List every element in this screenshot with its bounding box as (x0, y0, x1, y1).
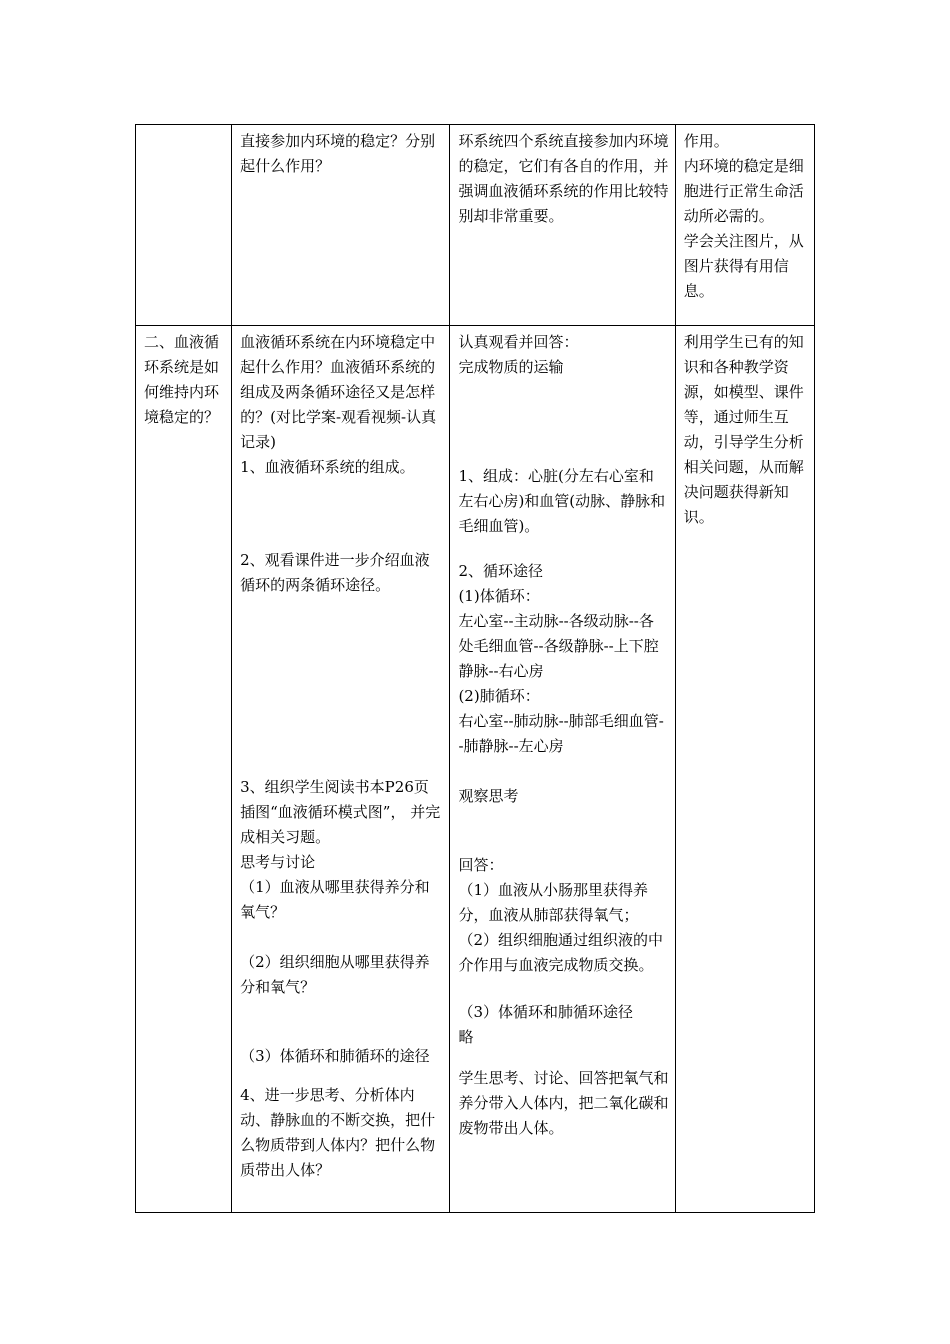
answer-3: （3）体循环和肺循环途径 (458, 1003, 633, 1021)
circulation-path-title: 2、循环途径 (458, 562, 543, 580)
section-heading-cell (136, 326, 232, 1213)
question-3: （3）体循环和肺循环的途径 (240, 1047, 430, 1065)
design-intent-cell (675, 125, 814, 326)
student-activity-text: 环系统四个系统直接参加内环境的稳定，它们有各自的作用，并强调血液循环系统的作用比较特别却非常重要。 (458, 132, 669, 225)
pulmonary-circulation-path: 右心室--肺动脉--肺部毛细血管--肺静脉--左心房 (458, 712, 664, 755)
teacher-item-3: 3、组织学生阅读书本P26页插图“血液循环模式图”， 并完成相关习题。 (240, 778, 441, 846)
section-cell (136, 125, 232, 326)
teacher-item-4: 4、进一步思考、分析体内动、静脉血的不断交换，把什么物质带到人体内？把什么物质带出人体？ (240, 1086, 436, 1179)
systemic-circulation-title: (1)体循环： (458, 587, 540, 605)
teacher-activity-cell (232, 326, 450, 1213)
teacher-intro: 血液循环系统在内环境稳定中起什么作用？血液循环系统的组成及两条循环途径又是怎样的？(对比学案-观看视频-认真记录) (240, 333, 437, 451)
question-2: （2）组织细胞从哪里获得养分和氧气？ (240, 953, 430, 996)
student-activity-cell (450, 326, 675, 1213)
answer-1: （1）血液从小肠那里获得养分，血液从肺部获得氧气； (458, 881, 648, 924)
pulmonary-circulation-title: (2)肺循环： (458, 687, 540, 705)
composition-answer: 1、组成：心脏(分左右心室和左右心房)和血管(动脉、静脉和毛细血管)。 (458, 467, 666, 535)
lesson-plan-table (135, 124, 815, 1213)
systemic-circulation-path: 左心室--主动脉--各级动脉--各处毛细血管--各级静脉--上下腔静脉--右心房 (458, 612, 659, 680)
discussion-label: 思考与讨论 (240, 853, 316, 871)
answer-label: 回答： (458, 856, 504, 874)
answer-3-note: 略 (458, 1028, 474, 1046)
table-row (136, 326, 815, 1213)
teacher-activity-cell (232, 125, 450, 326)
teacher-item-2: 2、观看课件进一步介绍血液循环的两条循环途径。 (240, 551, 430, 594)
student-activity-cell (450, 125, 675, 326)
design-intent-text: 内环境的稳定是细胞进行正常生命活动所必需的。 (683, 157, 804, 225)
student-line-1: 认真观看并回答： (458, 333, 579, 351)
design-intent-text: 利用学生已有的知识和各种教学资源，如模型、课件等，通过师生互动，引导学生分析相关问题，从而解决问题获得新知识。 (683, 333, 804, 526)
table-row (136, 125, 815, 326)
answer-4: 学生思考、讨论、回答把氧气和养分带入人体内，把二氧化碳和废物带出人体。 (458, 1069, 669, 1137)
observe-think: 观察思考 (458, 787, 519, 805)
student-line-2: 完成物质的运输 (458, 358, 564, 376)
teacher-activity-text: 直接参加内环境的稳定？分别起什么作用？ (240, 132, 436, 175)
question-1: （1）血液从哪里获得养分和氧气？ (240, 878, 430, 921)
teacher-item-1: 1、血液循环系统的组成。 (240, 458, 415, 476)
design-intent-text: 学会关注图片，从图片获得有用信息。 (683, 232, 804, 300)
design-intent-text: 作用。 (683, 132, 729, 150)
section-heading: 二、血液循环系统是如何维持内环境稳定的？ (144, 333, 220, 426)
answer-2: （2）组织细胞通过组织液的中介作用与血液完成物质交换。 (458, 931, 663, 974)
design-intent-cell (675, 326, 814, 1213)
